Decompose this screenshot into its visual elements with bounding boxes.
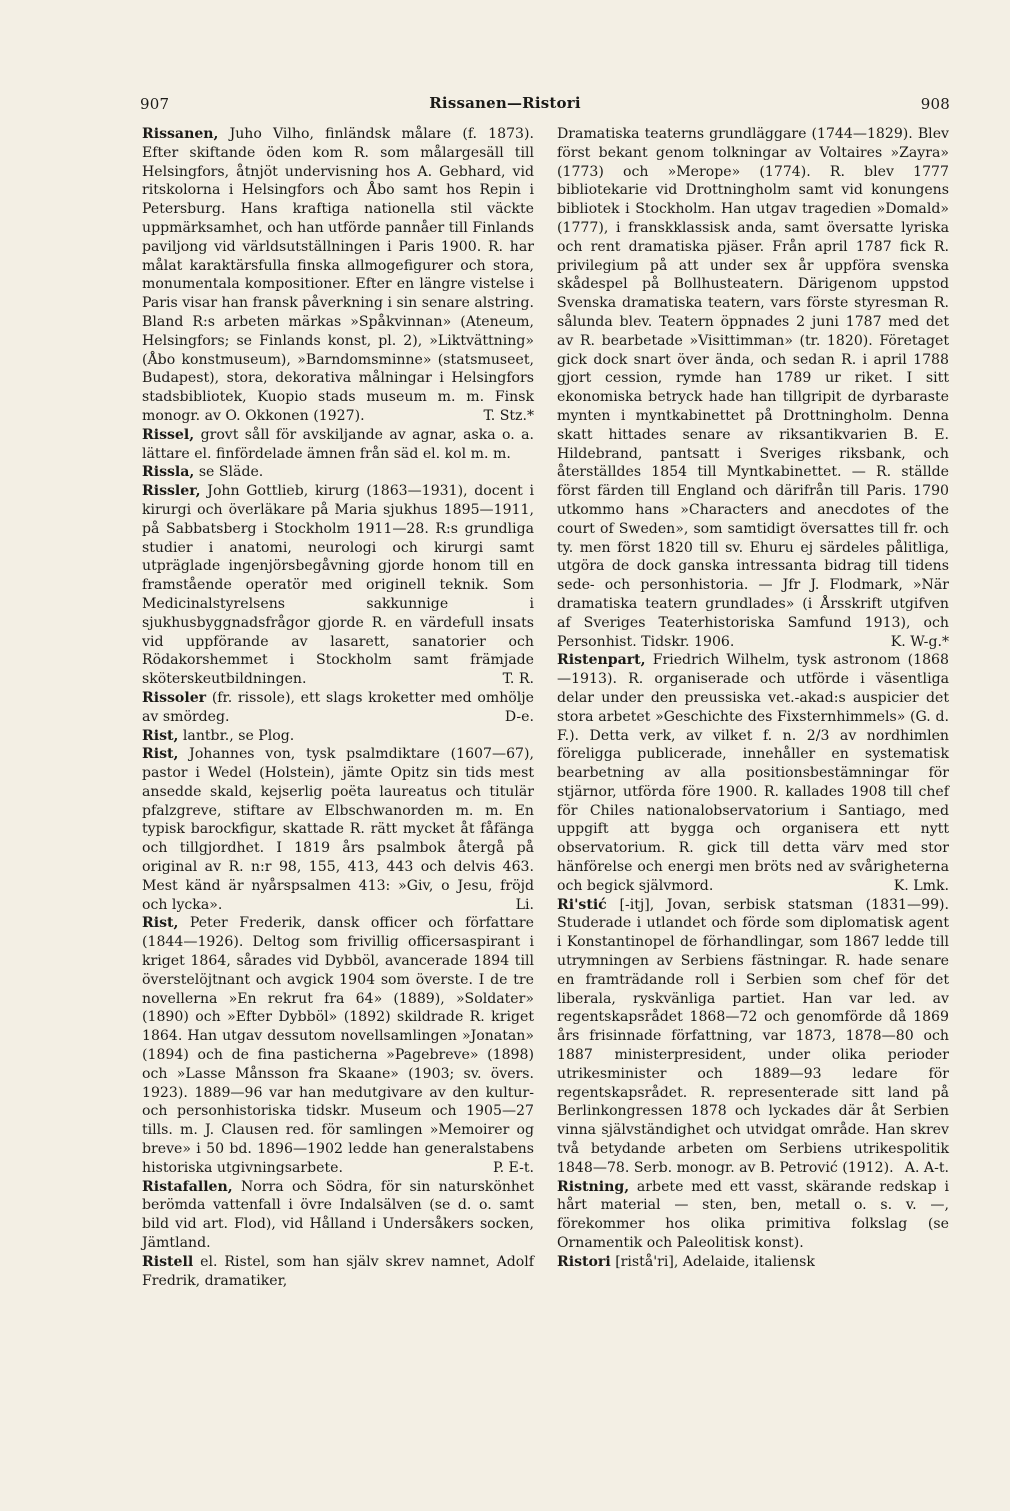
entry-ristori: Ristori [ristå'ri], Adelaide, italiensk: [557, 1253, 815, 1270]
entry-rissanen: Rissanen, Juho Vilho, finländsk målare (f. 1873). Efter skiftande öden kom R. som målargesäll till Helsingfors, åtnjöt undervisning hos A. Gebhard, vid ritskolorna i Helsingfors och Åbo samt hos Repin i Petersburg. Hans kraftiga nationella stil väckte uppmärksamhet, och han utförde pannåer till Finlands paviljong vid världsutställningen i Paris 1900. R. har målat karaktärsfulla finska allmogefigurer och stora, monumentala kompositioner. Efter en längre vistelse i Paris visar han fransk påverkning i sin senare alstring. Bland R:s arbeten märkas »Spåkvinnan» (Ateneum, Helsingfors; se Finlands konst, pl. 2), »Liktvättning» (Åbo konstmuseum), »Barndomsminne» (statsmuseet, Budapest), stora, dekorativa målningar i Helsingfors stadsbibliotek, Kuopio stads museum m. m. Finsk monogr. av O. Okkonen (1927). T. Stz.*: [142, 126, 535, 424]
running-title: Rissanen—Ristori: [429, 94, 581, 112]
entry-rissoler: Rissoler (fr. rissole), ett slags kroketter med omhölje av smördeg. D-e.: [142, 689, 534, 725]
entry-rist-johannes: Rist, Johannes von, tysk psalmdiktare (1607—67), pastor i Wedel (Holstein), jämte Opitz sin tids mest ansedde skald, kejserlig poëta laureatus och titulär pfalzgreve, stiftare av Elbschwanorden m. m. En typisk barockfigur, skattade R. rätt mycket åt fåfänga och tillgjordhet. I 1819 års psalmbok återgå på original av R. n:r 98, 155, 413, 443 och delvis 463. Mest känd är nyårspsalmen 413: »Giv, o Jesu, fröjd och lycka». Li.: [142, 746, 535, 913]
page-number-left: 907: [140, 95, 170, 113]
column-right: [557, 125, 949, 1272]
entry-ristell-continued: Dramatiska teaterns grundläggare (1744—1829). Blev först bekant genom tolkningar av Voltaires »Zayra» (1773) och »Merope» (1774). R. blev 1777 bibliotekarie vid Drottningholm samt vid konungens bibliotek i Stockholm. Han utgav tragedien »Domald» (1777), i franskklassisk anda, samt översatte lyriska och rent dramatiska pjäser. Från april 1787 fick R. privilegium på att under sex år uppföra svenska skådespel på Bollhusteatern. Därigenom uppstod Svenska dramatiska teatern, vars förste styresman R. sålunda blev. Teatern öppnades 2 juni 1787 med det av R. bearbetade »Visittimman» (tr. 1820). Företaget gick dock snart över ända, och sedan R. i april 1788 gjort cession, rymde han 1789 ur riket. I sitt ekonomiska betryck hade han tillgripit de dyrbaraste mynten i myntkabinettet på Drottningholm. Denna skatt hittades senare av riksantikvarien B. E. Hildebrand, pantsatt i Sveriges riksbank, och återställdes 1854 till Myntkabinettet. — R. ställde först färden till England och därifrån till Paris. 1790 utkommo hans »Characters and anecdotes of the court of Sweden», som samtidigt översattes till fr. och ty. men först 1820 till sv. Ehuru ej särdeles pålitliga, utgöra de dock ganska intressanta bidrag till tidens sede- och personhistoria. — Jfr J. Flodmark, »När dramatiska teatern grundlades» (i Årsskrift utgifven af Sveriges Teaterhistoriska Samfund 1913), och Personhist. Tidskr. 1906. K. W-g.*: [557, 126, 949, 650]
column-left: [142, 125, 534, 1290]
entry-ristning: Ristning, arbete med ett vasst, skärande redskap i hårt material — sten, ben, metall o. s. v. —, förekommer hos olika primitiva folkslag (se Ornamentik och Paleolitisk konst).: [557, 1178, 949, 1252]
entry-ristenpart: Ristenpart, Friedrich Wilhelm, tysk astronom (1868—1913). R. organiserade och utförde i väsentliga delar under den preussiska vet.-akad:s auspicier det stora arbetet »Geschichte des Fixsternhimmels» (G. d. F.). Detta verk, av vilket f. n. 2/3 av nordhimlen föreligga publicerade, innehåller en systematisk bearbetning av alla positionsbestämningar för stjärnor, utförda före 1900. R. kallades 1908 till chef för Chiles nationalobservatorium i Santiago, med uppgift att bygga och organisera ett nytt observatorium. R. gick till detta värv med stor hänförelse och energi men bröts ned av svårigheterna och begick självmord. K. Lmk.: [557, 652, 949, 894]
entry-ristafallen: Ristafallen, Norra och Södra, för sin naturskönhet berömda vattenfall i övre Indalsälven (se d. o. samt bild vid art. Flod), vid Hålland i Undersåkers socken, Jämtland.: [142, 1178, 534, 1252]
entry-ristic: Ri'stić [-itj], Jovan, serbisk statsman (1831—99). Studerade i utlandet och förde som diplomatisk agent i Konstantinopel de förhandlingar, som 1867 ledde till utrymningen av Serbiens fästningar. R. hade senare en framträdande roll i Serbien som chef för det liberala, ryskvänliga partiet. Han var led. av regentskapsrådet 1868—72 och genomförde då 1869 års frisinnade författning, var 1873, 1878—80 och 1887 ministerpresident, under olika perioder utrikesminister och 1889—93 ledare för regentskapsrådet. R. representerade sitt land på Berlinkongressen 1878 och lyckades där åt Serbien vinna självständighet och utvidgat område. Han skrev två betydande arbeten om Serbiens utrikespolitik 1848—78. Serb. monogr. av B. Petrović (1912). A. A-t.: [557, 896, 950, 1176]
entry-rist-lantbr: Rist, lantbr., se Plog.: [142, 727, 295, 744]
page-number-right: 908: [920, 95, 950, 113]
entry-rissler: Rissler, John Gottlieb, kirurg (1863—1931), docent i kirurgi och överläkare på Maria sjukhus 1895—1911, på Sabbatsberg i Stockholm 1911—28. R:s grundliga studier i anatomi, neurologi och kirurgi samt utpräglade ingenjörsbegåvning gjorde honom till en framstående operatör med originell teknik. Som Medicinalstyrelsens sakkunnige i sjukhusbyggnadsfrågor gjorde R. en värdefull insats vid uppförande av lasarett, sanatorier och Rödakorshemmet i Stockholm samt främjade sköterskeutbildningen. T. R.: [142, 483, 534, 688]
entry-rissla: Rissla, se Släde.: [142, 464, 264, 481]
entry-rissel: Rissel, grovt såll för avskiljande av agnar, aska o. a. lättare el. finfördelade ämnen från säd el. kol m. m.: [142, 426, 535, 462]
entry-ristell: Ristell el. Ristel, som han själv skrev namnet, Adolf Fredrik, dramatiker,: [142, 1253, 535, 1289]
entry-rist-peter: Rist, Peter Frederik, dansk officer och författare (1844—1926). Deltog som frivillig officersaspirant i kriget 1864, sårades vid Dybböl, avancerade 1894 till överstelöjtnant och avgick 1904 som överste. I de tre novellerna »En rekrut fra 64» (1889), »Soldater» (1890) och »Efter Dybböl» (1892) skildrade R. kriget 1864. Han utgav dessutom novellsamlingen »Jonatan» (1894) och de fina pasticherna »Pagebreve» (1898) och »Lasse Månsson fra Skaane» (1903; sv. övers. 1923). 1889—96 var han medutgivare av den kultur- och personhistoriska tidskr. Museum och 1905—27 tills. m. J. Clausen red. för samlingen »Memoirer og breve» i 50 bd. 1896—1902 ledde han generalstabens historiska utgivningsarbete. P. E-t.: [142, 915, 534, 1176]
